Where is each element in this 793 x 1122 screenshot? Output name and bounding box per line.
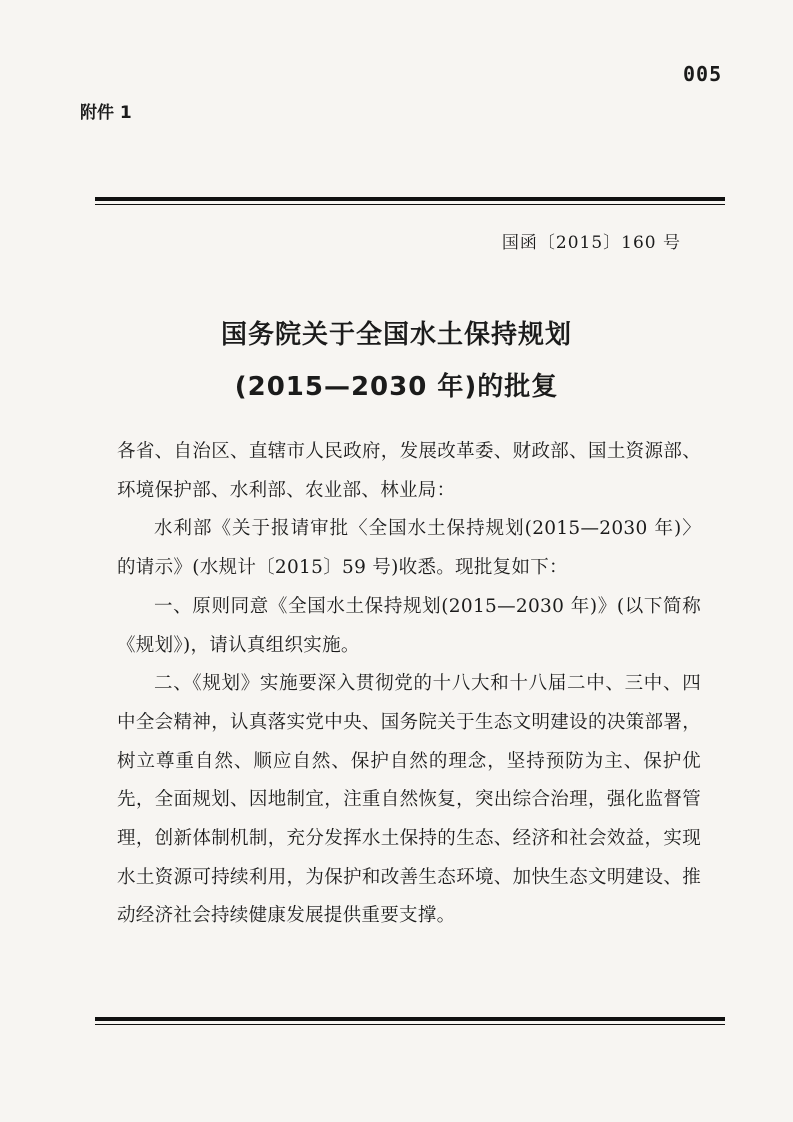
body-paragraph-3: 二、《规划》实施要深入贯彻党的十八大和十八届二中、三中、四中全会精神，认真落实党中央、国务院关于生态文明建设的决策部署，树立尊重自然、顺应自然、保护自然的理念，坚持预防为主、保护优先，全面规划、因地制宜，注重自然恢复，突出综合治理，强化监督管理，创新体制机制，充分发挥水土保持的生态、经济和社会效益，实现水土资源可持续利用，为保护和改善生态环境、加快生态文明建设、推动经济社会持续健康发展提供重要支撑。 bbox=[117, 673, 701, 927]
document-title-line-1: 国务院关于全国水土保持规划 bbox=[220, 320, 572, 350]
body-paragraph-1: 水利部《关于报请审批〈全国水土保持规划(2015—2030 年)〉的请示》(水规计〔2015〕59 号)收悉。现批复如下： bbox=[117, 518, 701, 579]
header-rule-thin bbox=[95, 204, 725, 205]
header-rule bbox=[95, 197, 725, 205]
page-number: 005 bbox=[683, 62, 723, 86]
footer-rule bbox=[95, 1017, 725, 1025]
header-rule-thick bbox=[95, 197, 725, 201]
attachment-label: 附件 1 bbox=[80, 103, 132, 123]
footer-rule-thin bbox=[95, 1024, 725, 1025]
body-paragraph-2: 一、原则同意《全国水土保持规划(2015—2030 年)》(以下简称《规划》)，请认真组织实施。 bbox=[117, 595, 701, 656]
addressee-paragraph: 各省、自治区、直辖市人民政府，发展改革委、财政部、国土资源部、环境保护部、水利部、农业部、林业局： bbox=[117, 441, 701, 501]
document-body bbox=[117, 433, 701, 936]
document-number: 国函〔2015〕160 号 bbox=[501, 233, 681, 253]
footer-rule-thick bbox=[95, 1017, 725, 1021]
document-title-line-2: (2015—2030 年)的批复 bbox=[234, 372, 559, 402]
